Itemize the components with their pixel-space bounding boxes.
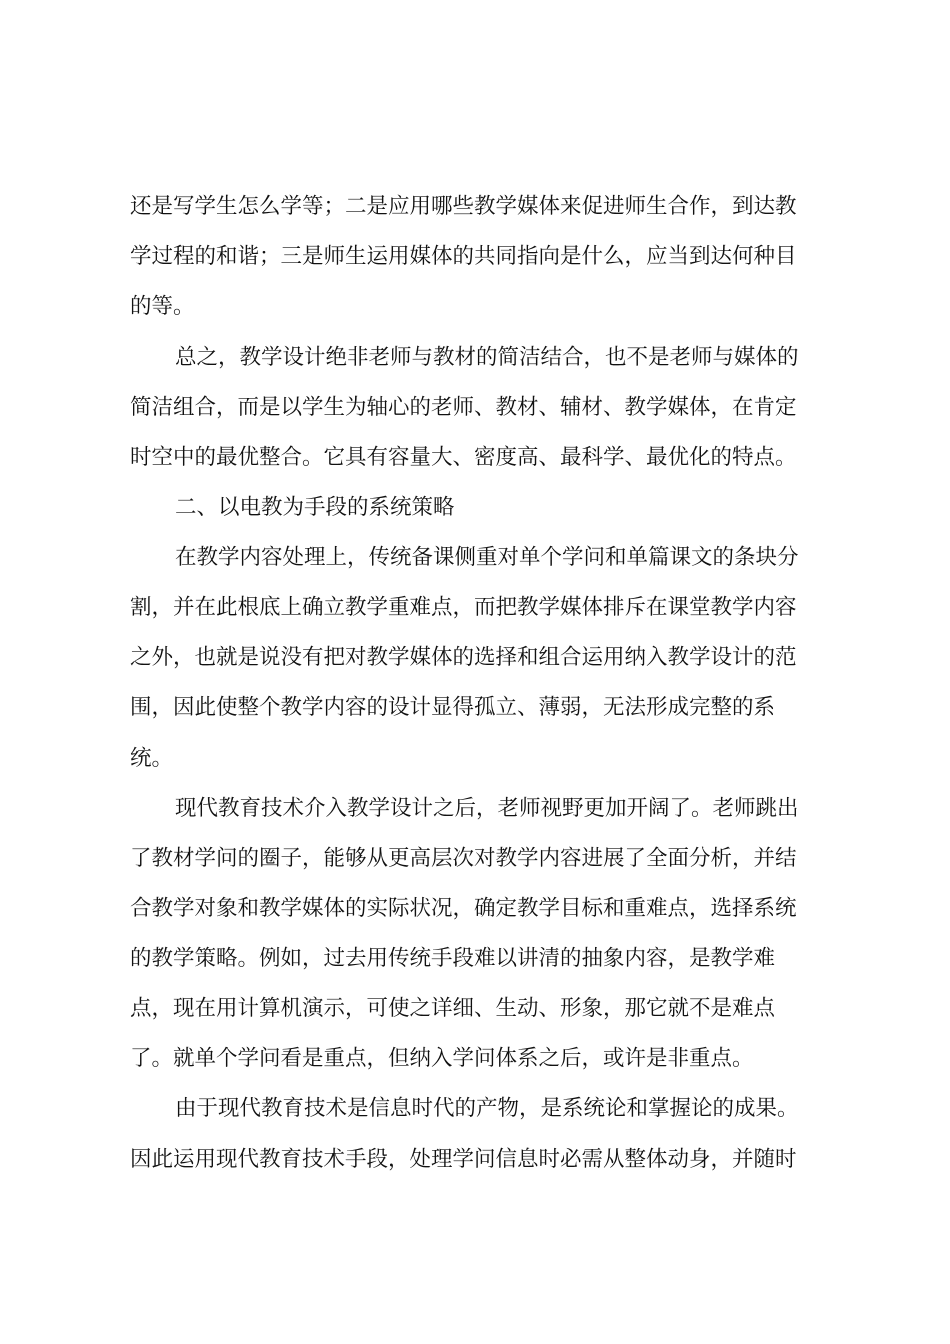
text-line: 点，现在用计算机演示，可使之详细、生动、形象，那它就不是难点 [130,996,776,1021]
text-line: 还是写学生怎么学等；二是应用哪些教学媒体来促进师生合作，到达教 [130,194,797,219]
text-line: 简洁组合，而是以学生为轴心的老师、教材、辅材、教学媒体，在肯定 [130,395,797,420]
section-heading: 二、以电教为手段的系统策略 [175,495,455,520]
text-line: 的等。 [130,294,195,319]
text-line: 在教学内容处理上，传统备课侧重对单个学问和单篇课文的条块分 [175,545,799,570]
text-line: 围，因此使整个教学内容的设计显得孤立、薄弱，无法形成完整的系 [130,695,776,720]
text-line: 现代教育技术介入教学设计之后，老师视野更加开阔了。老师跳出 [175,796,799,821]
text-line: 学过程的和谐；三是师生运用媒体的共同指向是什么，应当到达何种目 [130,244,797,269]
text-line: 时空中的最优整合。它具有容量大、密度高、最科学、最优化的特点。 [130,445,797,470]
text-line: 了教材学问的圈子，能够从更高层次对教学内容进展了全面分析，并结 [130,846,797,871]
text-line: 合教学对象和教学媒体的实际状况，确定教学目标和重难点，选择系统 [130,896,797,921]
text-line: 割，并在此根底上确立教学重难点，而把教学媒体排斥在课堂教学内容 [130,595,797,620]
text-line: 了。就单个学问看是重点，但纳入学问体系之后，或许是非重点。 [130,1046,754,1071]
text-line: 由于现代教育技术是信息时代的产物，是系统论和掌握论的成果。 [175,1096,799,1121]
text-line: 总之，教学设计绝非老师与教材的简洁结合，也不是老师与媒体的 [175,345,799,370]
text-line: 统。 [130,746,174,771]
text-line: 的教学策略。例如，过去用传统手段难以讲清的抽象内容，是教学难 [130,946,776,971]
text-line: 之外，也就是说没有把对教学媒体的选择和组合运用纳入教学设计的范 [130,645,797,670]
text-line: 因此运用现代教育技术手段，处理学问信息时必需从整体动身，并随时 [130,1147,797,1172]
